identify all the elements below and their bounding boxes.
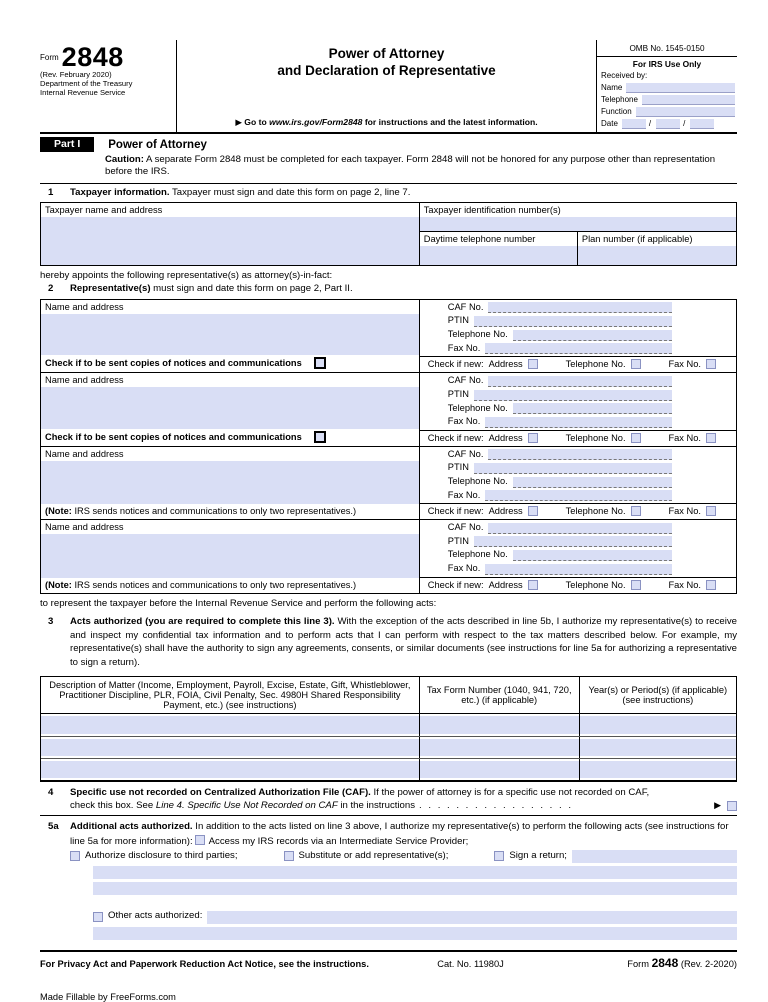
years-field-1[interactable] — [580, 716, 736, 734]
irs-date-label: Date — [601, 119, 618, 128]
rep-name-label: Name and address — [45, 301, 124, 312]
form-title-line2: and Declaration of Representative — [277, 62, 496, 78]
representatives-table — [40, 299, 737, 594]
caf-label: CAF No. — [447, 375, 484, 386]
rep2-fax-field[interactable] — [485, 417, 672, 428]
rep2-new-telephone-checkbox[interactable] — [631, 433, 641, 443]
part1-title: Power of Attorney — [108, 138, 207, 151]
access-irs-records-checkbox[interactable] — [195, 835, 205, 845]
representative-block-3: Name and address (Note: IRS sends notices and communications to only two representatives.) CAF No. PTIN Telephone No. Fax No. Check if new: Address Telephone No. Fax No. — [41, 446, 736, 519]
irs-url: www.irs.gov/Form2848 — [269, 117, 363, 127]
form-title-block — [176, 40, 597, 132]
page-footer — [40, 950, 737, 970]
rep2-caf-field[interactable] — [488, 376, 672, 387]
rep1-ptin-field[interactable] — [474, 316, 672, 327]
additional-acts-field-1[interactable] — [93, 866, 737, 879]
representative-block-2: Name and address Check if to be sent copies of notices and communications CAF No. PTIN Telephone No. Fax No. Check if new: Address Telephone No. Fax No. — [41, 372, 736, 445]
description-field-2[interactable] — [41, 739, 419, 756]
represent-text: to represent the taxpayer before the Internal Revenue Service and perform the following acts: — [40, 597, 437, 609]
rep3-telephone-field[interactable] — [513, 477, 672, 488]
telephone-label: Telephone No. — [447, 549, 508, 560]
rep4-new-address-checkbox[interactable] — [528, 580, 538, 590]
rep1-telephone-field[interactable] — [513, 330, 672, 341]
rep1-new-address-checkbox[interactable] — [528, 359, 538, 369]
description-header: Description of Matter (Income, Employment, Payroll, Excise, Estate, Gift, Whistleblower, Practitioner Discipline, PLR, FOIA, Civil Penalty, Sec. 4980H Shared Responsibility Payment, etc.) (see instructions) — [41, 677, 420, 713]
irs-telephone-field[interactable] — [642, 95, 735, 105]
fax-label: Fax No. — [447, 563, 481, 574]
rep4-telephone-field[interactable] — [513, 550, 672, 561]
rep4-caf-field[interactable] — [488, 523, 672, 534]
fax-label: Fax No. — [447, 416, 481, 427]
rep3-new-telephone-checkbox[interactable] — [631, 506, 641, 516]
irs-use-only-box: OMB No. 1545-0150 For IRS Use Only Received by: Name Telephone Function Date / / — [597, 40, 737, 132]
line4: 4 Specific use not recorded on Centralized Authorization File (CAF). If the power of attorney is for a specific use not recorded on CAF, check this box. See Line 4. Specific Use Not Recorded on CAF in the instructions . . . . . . . . . . . . . . . . . ▶ — [40, 782, 737, 815]
telephone-label: Telephone No. — [447, 329, 508, 340]
additional-acts-field-2[interactable] — [93, 882, 737, 895]
rep-name-label: Name and address — [45, 375, 124, 386]
hereby-appoints-text: hereby appoints the following representative(s) as attorney(s)-in-fact: — [40, 270, 333, 282]
taxpayer-name-label: Taxpayer name and address — [45, 205, 163, 216]
caution-text: Caution: A separate Form 2848 must be completed for each taxpayer. Form 2848 will not be honored for any purpose other than representation before the IRS. — [105, 154, 716, 178]
tax-form-field-1[interactable] — [420, 716, 579, 734]
tax-matters-table — [40, 676, 737, 782]
rep-name-label: Name and address — [45, 522, 124, 533]
irs-date-month-field[interactable] — [622, 119, 646, 129]
line2: 2 Representative(s) must sign and date this form on page 2, Part II. — [48, 283, 353, 295]
sign-return-field[interactable] — [572, 850, 737, 863]
rep3-caf-field[interactable] — [488, 449, 672, 460]
department-line: Department of the Treasury — [40, 78, 133, 88]
rep3-name-address-field[interactable] — [41, 461, 419, 504]
authorize-disclosure-label: Authorize disclosure to third parties; — [85, 849, 238, 861]
form-revision: (Rev. February 2020) — [40, 70, 112, 79]
part1-label: Part I — [40, 137, 94, 152]
caf-label: CAF No. — [447, 301, 484, 312]
line1: 1 Taxpayer information. Taxpayer must sign and date this form on page 2, line 7. — [48, 186, 411, 198]
years-field-2[interactable] — [580, 739, 736, 756]
other-acts-field[interactable] — [207, 911, 737, 924]
two-reps-note: (Note: IRS sends notices and communications to only two representatives.) — [45, 579, 357, 590]
made-fillable-credit: Made Fillable by FreeForms.com — [40, 991, 176, 1002]
matters-row-3 — [41, 758, 736, 780]
line5a: 5a Additional acts authorized. In addition to the acts listed on line 3 above, I authorize my representative(s) to perform the following acts (see instructions for line 5a for more information): Access my IRS records via an Intermediate Service Provider; Authorize disclosure to third parties; Substitute or add representative(s); Sign a return; Other acts authorized: — [40, 816, 737, 940]
years-field-3[interactable] — [580, 761, 736, 778]
plan-number-label: Plan number (if applicable) — [581, 234, 693, 245]
tin-field[interactable] — [420, 217, 736, 232]
tax-form-field-3[interactable] — [420, 761, 579, 778]
daytime-phone-field[interactable] — [420, 246, 577, 265]
irs-function-label: Function — [601, 107, 632, 116]
irs-name-field[interactable] — [626, 83, 735, 93]
substitute-representative-label: Substitute or add representative(s); — [298, 849, 449, 861]
rep3-ptin-field[interactable] — [474, 463, 672, 474]
substitute-representative-checkbox[interactable] — [284, 851, 294, 861]
form-header — [40, 40, 737, 134]
copies-label: Check if to be sent copies of notices and communications — [45, 431, 302, 442]
plan-number-field[interactable] — [578, 246, 736, 265]
dot-leaders: . . . . . . . . . . . . . . . . . — [419, 799, 573, 811]
other-acts-field-2[interactable] — [93, 927, 737, 940]
rep2-ptin-field[interactable] — [474, 390, 672, 401]
representative-block-1: Name and address Check if to be sent copies of notices and communications CAF No. PTIN Telephone No. Fax No. Check if new: Address Telephone No. Fax No. — [41, 300, 736, 372]
fax-label: Fax No. — [447, 342, 481, 353]
form-number-block — [40, 40, 176, 132]
telephone-label: Telephone No. — [447, 475, 508, 486]
rep-name-label: Name and address — [45, 448, 124, 459]
rep2-copies-checkbox[interactable] — [314, 431, 326, 443]
rep4-new-telephone-checkbox[interactable] — [631, 580, 641, 590]
instructions-link-line: ▶ Go to www.irs.gov/Form2848 for instructions and the latest information. — [235, 117, 538, 127]
part1-header — [40, 134, 737, 152]
access-irs-records-label: Access my IRS records via an Intermediate Service Provider; — [208, 835, 469, 847]
catalog-number: Cat. No. 11980J — [437, 958, 504, 969]
rep1-fax-field[interactable] — [485, 343, 672, 354]
footer-form-number: Form 2848 (Rev. 2-2020) — [627, 955, 737, 970]
rep3-new-fax-checkbox[interactable] — [706, 506, 716, 516]
description-field-1[interactable] — [41, 716, 419, 734]
rep2-new-fax-checkbox[interactable] — [706, 433, 716, 443]
rep1-caf-field[interactable] — [488, 302, 672, 313]
rep2-telephone-field[interactable] — [513, 403, 672, 414]
specific-use-checkbox[interactable] — [727, 801, 737, 811]
daytime-phone-label: Daytime telephone number — [423, 234, 536, 245]
received-by-label: Received by: — [601, 71, 648, 80]
tin-label: Taxpayer identification number(s) — [423, 205, 561, 216]
form-title-line1: Power of Attorney — [328, 46, 445, 61]
irs-date-year-field[interactable] — [690, 119, 714, 129]
taxpayer-name-field[interactable] — [41, 217, 419, 265]
arrow-icon: ▶ — [714, 800, 721, 811]
arrow-icon: ▶ — [235, 117, 242, 127]
rep3-fax-field[interactable] — [485, 490, 672, 501]
caf-label: CAF No. — [447, 448, 484, 459]
omb-number: OMB No. 1545-0150 — [597, 40, 737, 57]
ptin-label: PTIN — [447, 388, 469, 399]
matters-row-2 — [41, 736, 736, 758]
copies-label: Check if to be sent copies of notices and communications — [45, 358, 302, 369]
taxpayer-info-table — [40, 202, 737, 266]
rep4-ptin-field[interactable] — [474, 536, 672, 547]
irs-name-label: Name — [601, 83, 623, 92]
ptin-label: PTIN — [447, 315, 469, 326]
sign-return-label: Sign a return; — [509, 849, 567, 861]
privacy-act-notice: For Privacy Act and Paperwork Reduction Act Notice, see the instructions. — [40, 958, 369, 969]
rep2-new-address-checkbox[interactable] — [528, 433, 538, 443]
rep1-copies-checkbox[interactable] — [314, 357, 326, 369]
rep1-name-address-field[interactable] — [41, 314, 419, 355]
rep1-new-telephone-checkbox[interactable] — [631, 359, 641, 369]
two-reps-note: (Note: IRS sends notices and communications to only two representatives.) — [45, 506, 357, 517]
rep4-name-address-field[interactable] — [41, 534, 419, 577]
matters-row-1 — [41, 714, 736, 736]
caf-label: CAF No. — [447, 522, 484, 533]
form-word: Form — [40, 53, 59, 62]
representative-block-4: Name and address (Note: IRS sends notices and communications to only two representatives.) CAF No. PTIN Telephone No. Fax No. Check if new: Address Telephone No. Fax No. — [41, 519, 736, 592]
description-field-3[interactable] — [41, 761, 419, 778]
form-number: 2848 — [61, 42, 124, 72]
authorize-disclosure-checkbox[interactable] — [70, 851, 80, 861]
fax-label: Fax No. — [447, 489, 481, 500]
tax-form-number-header: Tax Form Number (1040, 941, 720, etc.) (if applicable) — [420, 677, 580, 713]
irs-use-only-title: For IRS Use Only — [632, 59, 702, 69]
other-acts-checkbox[interactable] — [93, 912, 103, 922]
sign-return-checkbox[interactable] — [494, 851, 504, 861]
rep1-new-fax-checkbox[interactable] — [706, 359, 716, 369]
tax-form-field-2[interactable] — [420, 739, 579, 756]
irs-date-day-field[interactable] — [656, 119, 680, 129]
other-acts-label: Other acts authorized: — [108, 910, 203, 922]
rep4-new-fax-checkbox[interactable] — [706, 580, 716, 590]
line3: 3 Acts authorized (you are required to complete this line 3). With the exception of the acts described in line 5b, I authorize my representative(s) to receive and inspect my confidential tax information and to perform acts that I can perform with respect to the tax matters described below. For example, my representative(s) shall have the authority to sign any agreements, consents, or similar documents (see instructions for line 5a for authorizing a representative to sign a return). — [48, 615, 737, 669]
telephone-label: Telephone No. — [447, 402, 508, 413]
rep2-name-address-field[interactable] — [41, 387, 419, 428]
irs-telephone-label: Telephone — [601, 95, 638, 104]
agency-line: Internal Revenue Service — [40, 87, 126, 97]
rep4-fax-field[interactable] — [485, 564, 672, 575]
years-periods-header: Year(s) or Period(s) (if applicable) (see instructions) — [588, 685, 728, 706]
ptin-label: PTIN — [447, 535, 469, 546]
ptin-label: PTIN — [447, 462, 469, 473]
irs-function-field[interactable] — [636, 107, 735, 117]
rep3-new-address-checkbox[interactable] — [528, 506, 538, 516]
